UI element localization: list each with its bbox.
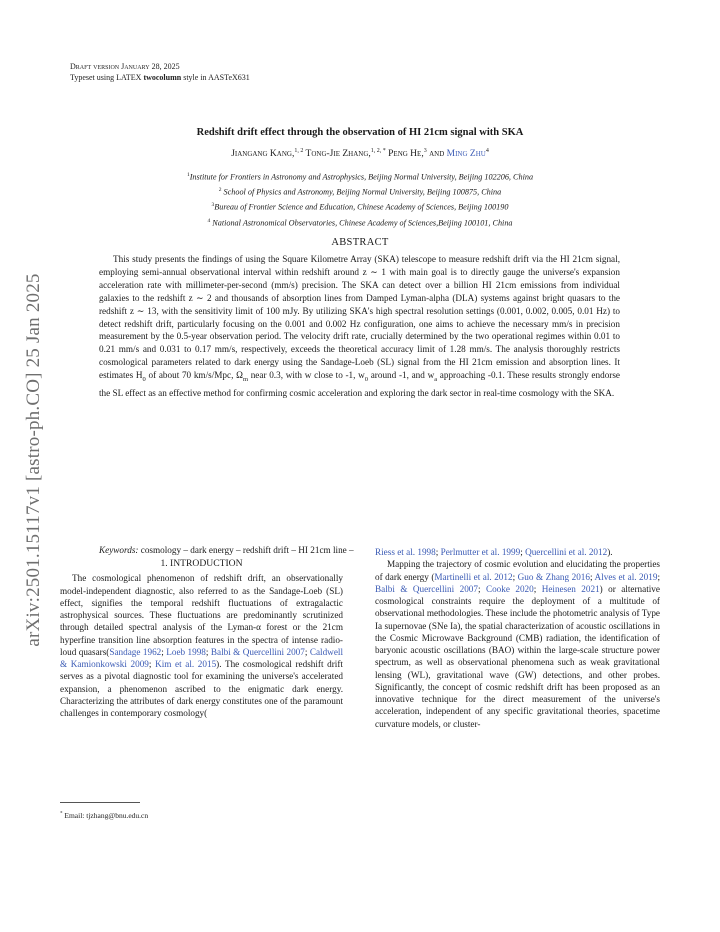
author-conjunction: and	[429, 149, 445, 160]
author: Jiangang Kang,	[231, 149, 295, 160]
author-link[interactable]: Ming Zhu	[446, 149, 486, 160]
paper-title: Redshift drift effect through the observation of HI 21cm signal with SKA	[196, 127, 524, 138]
paragraph: The cosmological phenomenon of redshift drift, an observationally model-independent diagnostic, also referred to as the Sandage-Loeb (SL) effect, signifies the temporal redshift fluctuations of extragalactic astrophysical sources. These fluctuations are predominantly scrutinized through detailed spectral analysis of the Lyman-α forest or the 21cm hyperfine transition line absorption features in the spectra of intense radio-loud quasars(Sandage 1962; Loeb 1998; Balbi & Quercellini 2007; Caldwell & Kamionkowski 2009; Kim et al. 2015). The cosmological redshift drift serves as a pivotal diagnostic tool for examining the universe's accelerated expansion, a phenomenon ascribed to the enigmatic dark energy. Characterizing the attributes of dark energy constitutes one of the paramount challenges in contemporary cosmology(	[60, 573, 343, 718]
page-header	[70, 61, 250, 83]
citation-link[interactable]: Alves et al. 2019	[594, 571, 658, 582]
citation-link[interactable]: Riess et al. 1998	[375, 547, 436, 557]
author: Tong-Jie Zhang,	[305, 149, 371, 160]
citation-link[interactable]: Martinelli et al. 2012	[434, 571, 513, 582]
citation-link[interactable]: Heinesen 2021	[541, 583, 600, 594]
citation-link[interactable]: Perlmutter et al. 1999	[440, 547, 521, 557]
citation-link[interactable]: Loeb 1998	[166, 646, 206, 657]
citation-link[interactable]: Quercellini et al. 2012	[525, 547, 608, 557]
paragraph: Mapping the trajectory of cosmic evolution and elucidating the properties of dark energy (Martinelli et al. 2012; Guo & Zhang 2016; Alves et al. 2019; Balbi & Quercellini 2007; Cooke 2020; Heinesen 2021) or alternative cosmological constraints require the deployment of a multitude of observational methodologies. These include the photometric analysis of Type Ia supernovae (SNe Ia), the spatial characterization of acoustic oscillations in the Cosmic Microwave Background (CMB) radiation, the identification of baryonic acoustic oscillations (BAO) within the large-scale structure power spectrum, as well as observational phenomena such as weak gravitational lensing (WL), gravitational wave (GW) detections, and other probes. Significantly, the concept of cosmic redshift drift has been proposed as an innovative technique for the direct measurement of the universe's acceleration, independent of any specific gravitational theories, spacetime curvature models, or cluster-	[375, 559, 660, 729]
typeset-line: Typeset using LATEX twocolumn style in AASTeX631	[70, 73, 250, 82]
citation-link[interactable]: Kim et al. 2015	[155, 659, 217, 669]
citation-link[interactable]: Guo & Zhang 2016	[517, 571, 590, 582]
left-column	[60, 558, 343, 719]
citation-link[interactable]: Cooke 2020	[485, 583, 534, 594]
footnote-rule	[60, 802, 140, 803]
footnote-email: Email: tjzhang@bnu.edu.cn	[62, 811, 149, 820]
affiliation: $^2$ School of Physics and Astronomy, Beijing Normal University, Beijing 100875, China	[218, 187, 502, 197]
paragraph-continued: Riess et al. 1998; Perlmutter et al. 1999; Quercellini et al. 2012).	[375, 547, 613, 557]
abstract-heading: ABSTRACT	[331, 237, 389, 248]
affiliation: $^3$Bureau of Frontier Science and Education, Chinese Academy of Sciences, Beijing 100190	[211, 202, 509, 213]
latex-logo: LATEX	[116, 73, 142, 82]
abstract-body: This study presents the findings of using the Square Kilometre Array (SKA) telescope to measure redshift drift via the HI 21cm signal, employing semi-annual observational interval within redshift around z ∼ 1 with main goal is to directly gauge the universe's expansion acceleration rate with millimeter-per-second (mm/s) precision. The SKA can detect over a billion HI 21cm emissions from individual galaxies to the redshift z ∼ 2 and thousands of absorption lines from Damped Lyman-alpha (DLA) systems against bright quasars to the redshift z ∼ 13, with the sensitivity limit of 100 mJy. By utilizing SKA's high spectral resolution settings (0.001, 0.002, 0.005, 0.01 Hz) to detect redshift drift, particularly focusing on the 0.001 and 0.002 Hz configuration, one aims to achieve the necessary mm/s in precision measurement by the 0.5-year observation period. The velocity drift rate, crucially determined by the two operational regimes within 0.01 to 0.21 mm/s and 0.031 to 0.17 mm/s, respectively, exceeds the theoretical accuracy limit of 1.28 mm/s. The analysis thoroughly restricts cosmological parameters related to dark energy using the Sandage-Loeb (SL) signal from the HI 21cm emission and absorption lines. It estimates $H_0$ of about 70 km/s/Mpc, $\Omega_m$ near 0.3, with w close to -1, $w_0$ around -1, and $w_a$ approaching -0.1. These results strongly endorse the SL effect as an effective method for confirming cosmic acceleration and exploring the dark sector in real-time cosmology with the SKA.	[99, 254, 620, 398]
affiliation: $^1$Institute for Frontiers in Astronomy and Astrophysics, Beijing Normal University, Beijing 102206, China	[186, 172, 534, 182]
author-list: Jiangang Kang,$^{1, 2}$ Tong-Jie Zhang,$^{1, 2, *}$ Peng He,$^3$ and Ming Zhu$^4$	[231, 148, 489, 160]
citation-link[interactable]: Balbi & Quercellini 2007	[375, 583, 478, 594]
section-heading: 1. INTRODUCTION	[160, 558, 243, 569]
draft-version-line: Draft version January 28, 2025	[70, 62, 180, 71]
right-column	[375, 546, 660, 730]
keywords-label: Keywords:	[99, 545, 139, 555]
citation-link[interactable]: Caldwell & Kamionkowski 2009	[60, 646, 343, 669]
keywords: Keywords: cosmology – dark energy – redshift drift – HI 21cm line –	[99, 545, 354, 555]
arxiv-sidebar	[22, 230, 46, 690]
citation-link[interactable]: Balbi & Quercellini 2007	[210, 646, 305, 657]
arxiv-identifier: arXiv:2501.15117v1 [astro-ph.CO] 25 Jan 2025	[23, 273, 44, 647]
citation-link[interactable]: Sandage 1962	[109, 646, 162, 657]
footnote: * Email: tjzhang@bnu.edu.cn	[60, 811, 149, 820]
affiliation: $^4$ National Astronomical Observatories, Chinese Academy of Sciences,Beijing 100101, China	[207, 217, 513, 228]
affiliations	[60, 169, 660, 230]
author: Peng He,	[388, 149, 424, 160]
